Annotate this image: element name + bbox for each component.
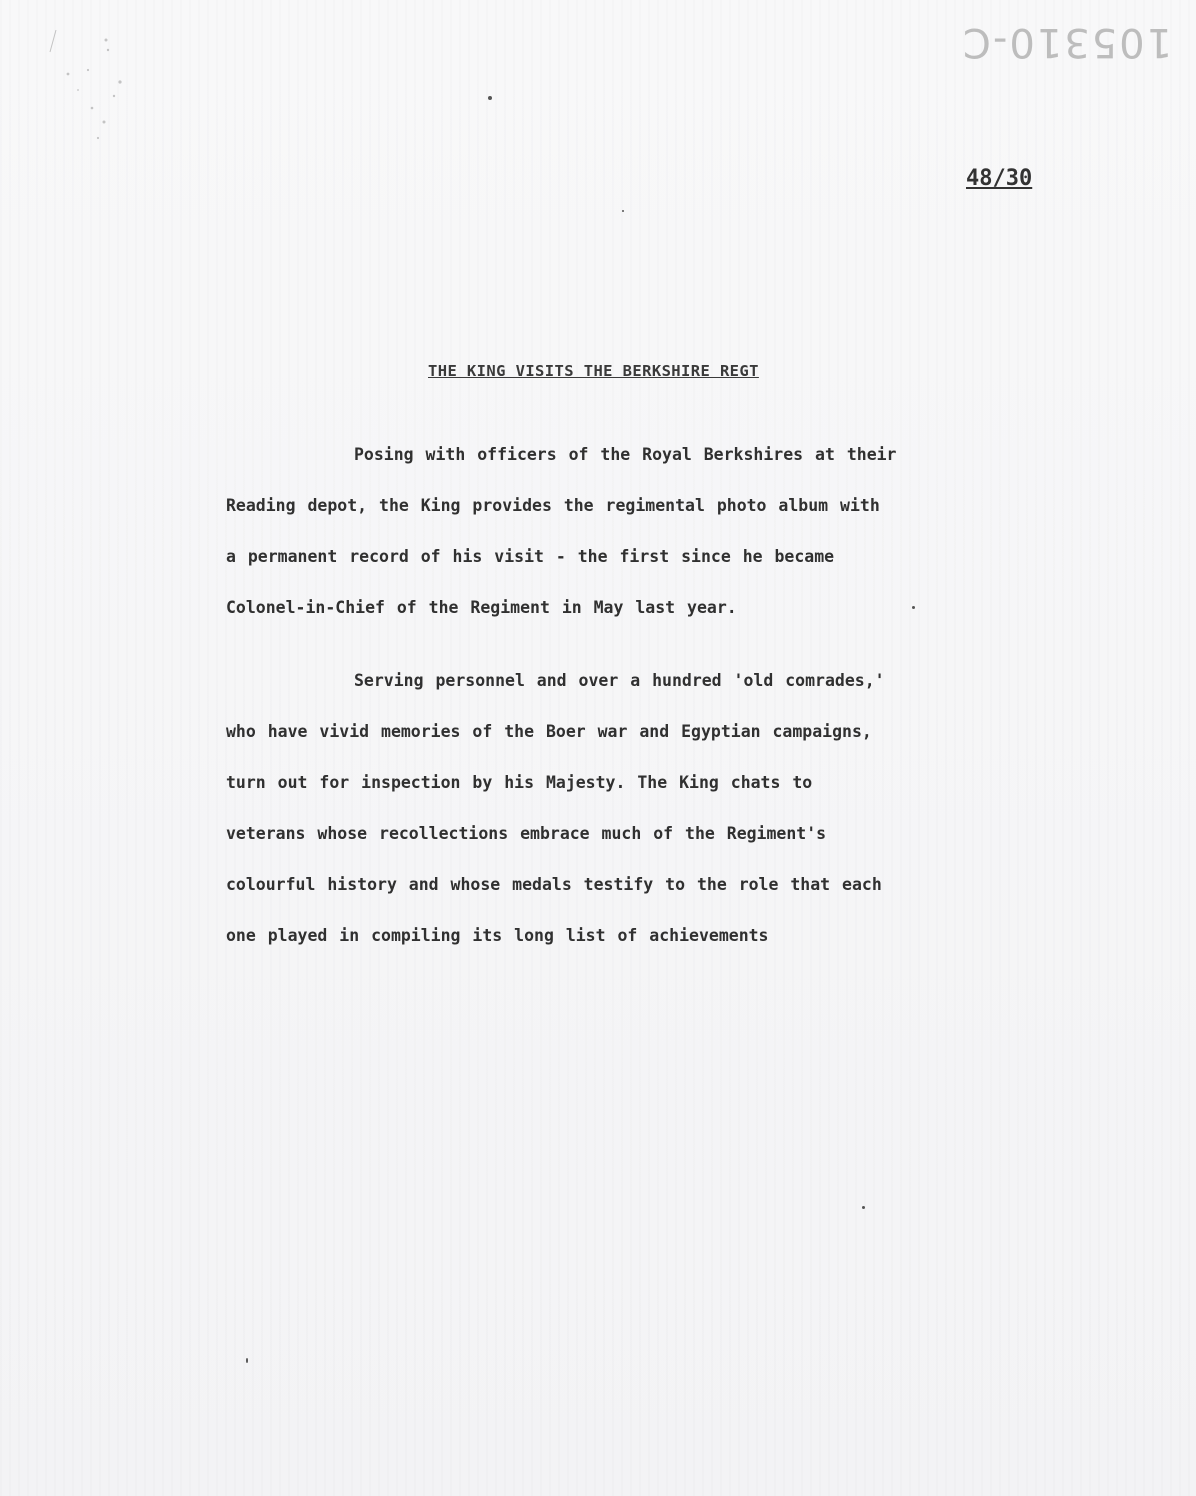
paragraph-1 <box>226 429 1046 633</box>
paragraph-line: one played in compiling its long list of achievements <box>226 926 769 945</box>
corner-mark-smudge <box>48 30 138 150</box>
paragraph-line: Colonel-in-Chief of the Regiment in May last year. <box>226 598 737 617</box>
paragraph-2 <box>226 655 1046 961</box>
paper-speck <box>912 606 915 609</box>
paper-speck <box>622 210 624 212</box>
archive-reference-number: 105310-C <box>960 19 1172 65</box>
paper-speck <box>862 1206 865 1209</box>
paper-speck <box>246 1358 248 1363</box>
paragraph-line: veterans whose recollections embrace much of the Regiment's <box>226 824 827 843</box>
paper-speck <box>488 96 492 100</box>
paragraph-line: Reading depot, the King provides the regimental photo album with <box>226 496 880 515</box>
document-title: THE KING VISITS THE BERKSHIRE REGT <box>428 362 759 380</box>
page-number: 48/30 <box>966 166 1033 191</box>
paragraph-line: Posing with officers of the Royal Berkshires at their <box>354 445 897 464</box>
paragraph-line: who have vivid memories of the Boer war and Egyptian campaigns, <box>226 722 872 741</box>
paragraph-line: colourful history and whose medals testify to the role that each <box>226 875 882 894</box>
paragraph-line: a permanent record of his visit - the first since he became <box>226 547 835 566</box>
paragraph-line: turn out for inspection by his Majesty. The King chats to <box>226 773 813 792</box>
paragraph-line: Serving personnel and over a hundred 'old comrades,' <box>354 671 885 690</box>
